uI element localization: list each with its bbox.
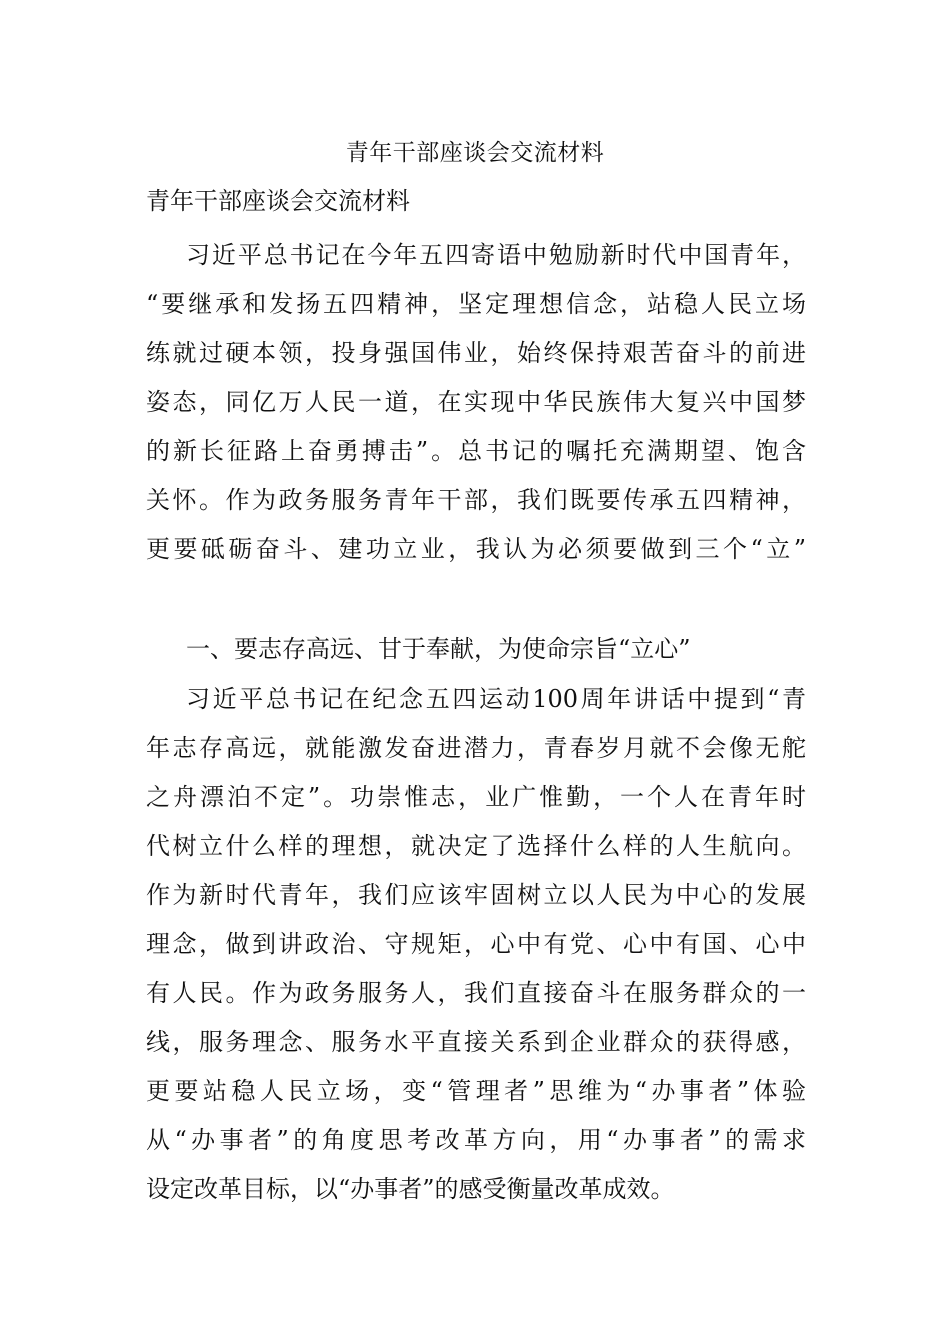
- paragraph-line: 作为新时代青年，我们应该牢固树立以人民为中心的发展: [146, 881, 806, 909]
- paragraph-line: 的新长征路上奋勇搏击”。总书记的嘱托充满期望、饱含: [146, 437, 806, 465]
- document-subtitle: 青年干部座谈会交流材料: [146, 187, 410, 215]
- paragraph-line: 代树立什么样的理想，就决定了选择什么样的人生航向。: [146, 832, 806, 860]
- paragraph-line: 之舟漂泊不定”。功崇惟志，业广惟勤，一个人在青年时: [146, 783, 806, 811]
- paragraph-line: 更要站稳人民立场，变“管理者”思维为“办事者”体验: [146, 1077, 806, 1105]
- paragraph-line: 习近平总书记在纪念五四运动100周年讲话中提到“青: [186, 685, 806, 713]
- paragraph-line: 年志存高远，就能激发奋进潜力，青春岁月就不会像无舵: [146, 734, 806, 762]
- paragraph-line: 练就过硬本领，投身强国伟业，始终保持艰苦奋斗的前进: [146, 339, 806, 367]
- paragraph-line: 理念，做到讲政治、守规矩，心中有党、心中有国、心中: [146, 930, 806, 958]
- paragraph-line: 从“办事者”的角度思考改革方向，用“办事者”的需求: [146, 1126, 806, 1154]
- paragraph-line: 关怀。作为政务服务青年干部，我们既要传承五四精神，: [146, 486, 806, 514]
- document-title: 青年干部座谈会交流材料: [345, 140, 605, 166]
- paragraph-line: 线，服务理念、服务水平直接关系到企业群众的获得感，: [146, 1028, 806, 1056]
- paragraph-line: 姿态，同亿万人民一道，在实现中华民族伟大复兴中国梦: [146, 388, 806, 416]
- section-heading: 一、要志存高远、甘于奉献，为使命宗旨“立心”: [186, 635, 691, 663]
- paragraph-line: 有人民。作为政务服务人，我们直接奋斗在服务群众的一: [146, 979, 806, 1007]
- paragraph-line: “要继承和发扬五四精神，坚定理想信念，站稳人民立场: [146, 290, 806, 318]
- paragraph-line: 习近平总书记在今年五四寄语中勉励新时代中国青年，: [186, 241, 806, 269]
- paragraph-line: 更要砥砺奋斗、建功立业，我认为必须要做到三个“立”: [146, 535, 806, 563]
- paragraph-line: 设定改革目标，以“办事者”的感受衡量改革成效。: [146, 1175, 675, 1203]
